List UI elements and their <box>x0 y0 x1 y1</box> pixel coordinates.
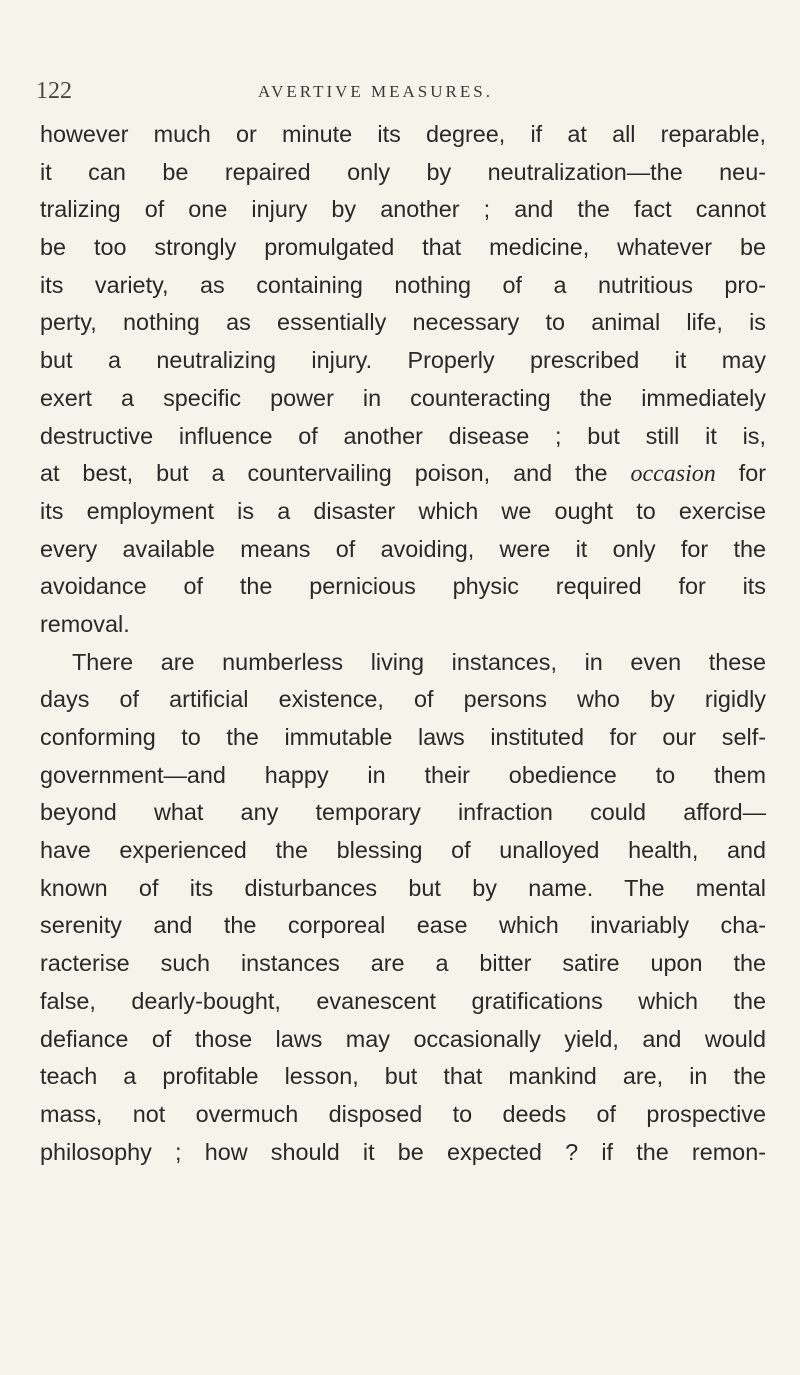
text-line: There are numberless living instances, in even these <box>72 648 766 675</box>
text-line: perty, nothing as essentially necessary to animal life, is <box>40 309 766 336</box>
running-head <box>36 78 776 108</box>
text-line: racterise such instances are a bitter satire upon the <box>40 950 766 977</box>
text-line: tralizing of one injury by another ; and the fact cannot <box>40 196 766 223</box>
body-text <box>40 116 766 1171</box>
text-line: be too strongly promulgated that medicine, whatever be <box>40 234 766 261</box>
text-line: have experienced the blessing of unalloyed health, and <box>40 837 766 864</box>
text-line: its employment is a disaster which we ought to exercise <box>40 497 766 524</box>
page-number: 122 <box>36 78 72 104</box>
italic-word: occasion <box>630 461 716 488</box>
text-line: defiance of those laws may occasionally yield, and would <box>40 1025 766 1052</box>
text-line: philosophy ; how should it be expected ? if the remon- <box>40 1138 766 1165</box>
text-line: it can be repaired only by neutralization—the neu- <box>40 158 766 185</box>
text-line: known of its disturbances but by name. The mental <box>40 874 766 901</box>
text-line: its variety, as containing nothing of a nutritious pro- <box>40 271 766 298</box>
running-title: AVERTIVE MEASURES. <box>258 82 493 101</box>
text-line: false, dearly-bought, evanescent gratifications which the <box>40 987 766 1014</box>
text-line: conforming to the immutable laws instituted for our self- <box>40 724 766 750</box>
text-line: serenity and the corporeal ease which invariably cha- <box>40 912 766 939</box>
text-line: exert a specific power in counteracting the immediately <box>40 384 766 411</box>
text-line: days of artificial existence, of persons who by rigidly <box>40 686 766 713</box>
text-line: teach a profitable lesson, but that mankind are, in the <box>40 1063 766 1090</box>
text-line: mass, not overmuch disposed to deeds of prospective <box>40 1100 766 1127</box>
text-line: but a neutralizing injury. Properly prescribed it may <box>40 347 766 374</box>
text-line: however much or minute its degree, if at all reparable, <box>40 121 766 147</box>
text-line: removal. <box>40 610 130 637</box>
text-line-with-italic <box>40 455 766 493</box>
text-line: destructive influence of another disease ; but still it is, <box>40 422 766 449</box>
line-segment: at best, but a countervailing poison, and the <box>40 460 608 487</box>
text-line: beyond what any temporary infraction could afford— <box>40 799 766 826</box>
text-line: every available means of avoiding, were it only for the <box>40 535 766 562</box>
text-line: government—and happy in their obedience to them <box>40 761 766 788</box>
text-line: avoidance of the pernicious physic required for its <box>40 573 766 600</box>
line-segment: for <box>738 460 767 487</box>
